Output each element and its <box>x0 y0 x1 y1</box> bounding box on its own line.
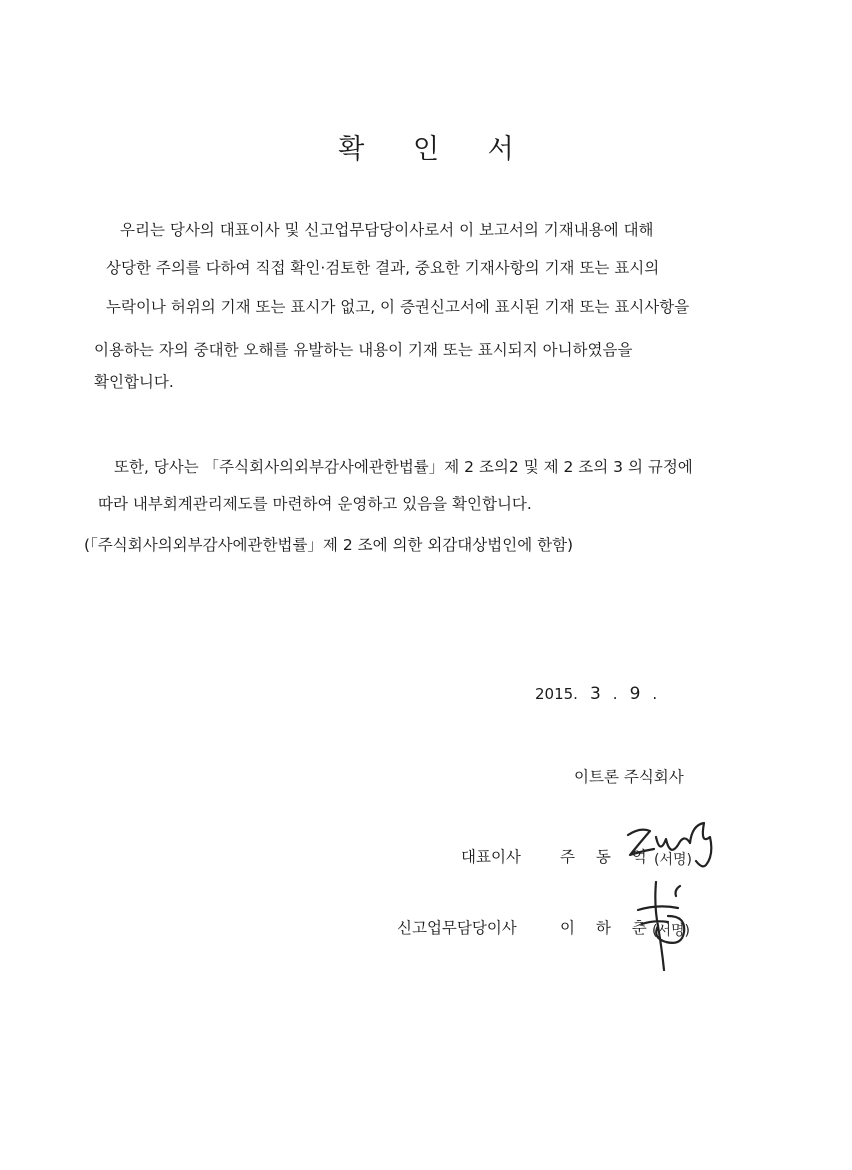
paragraph2-line: 또한, 당사는 「주식회사의외부감사에관한법률」제 2 조의2 및 제 2 조의 3 의 규정에 <box>114 458 693 476</box>
document-date <box>535 684 657 704</box>
date-separator: . <box>612 685 618 703</box>
paragraph2-line: (「주식회사의외부감사에관한법률」제 2 조에 의한 외감대상법인에 한함) <box>84 536 574 554</box>
paragraph1-line: 상당한 주의를 다하여 직접 확인·검토한 결과, 중요한 기재사항의 기재 또는 표시의 <box>106 259 660 277</box>
signature-mark-label: (서명) <box>652 923 690 939</box>
paragraph1-line: 이용하는 자의 중대한 오해를 유발하는 내용이 기재 또는 표시되지 아니하였음을 <box>94 341 633 359</box>
date-month: 3 <box>589 684 601 704</box>
paragraph1-line: 우리는 당사의 대표이사 및 신고업무담당이사로서 이 보고서의 기재내용에 대해 <box>120 221 654 239</box>
date-end: . <box>652 685 658 703</box>
paragraph2-line: 따라 내부회계관리제도를 마련하여 운영하고 있음을 확인합니다. <box>98 495 532 513</box>
signature-2-image <box>628 876 698 976</box>
date-year: 2015. <box>535 685 578 703</box>
signatory-name: 주 동 억 <box>560 848 655 866</box>
company-name: 이트론 주식회사 <box>574 768 684 786</box>
signature-1-image <box>620 815 720 875</box>
date-day: 9 <box>629 684 641 704</box>
document-title: 확 인 서 <box>338 134 534 165</box>
signatory-name: 이 하 춘 <box>560 919 655 937</box>
paragraph1-line: 확인합니다. <box>94 373 174 391</box>
signature-mark-label: (서명) <box>654 852 692 868</box>
signatory-role: 신고업무담당이사 <box>397 919 517 937</box>
paragraph1-line: 누락이나 허위의 기재 또는 표시가 없고, 이 증권신고서에 표시된 기재 또는 표시사항을 <box>106 298 690 316</box>
signatory-role: 대표이사 <box>461 848 521 866</box>
